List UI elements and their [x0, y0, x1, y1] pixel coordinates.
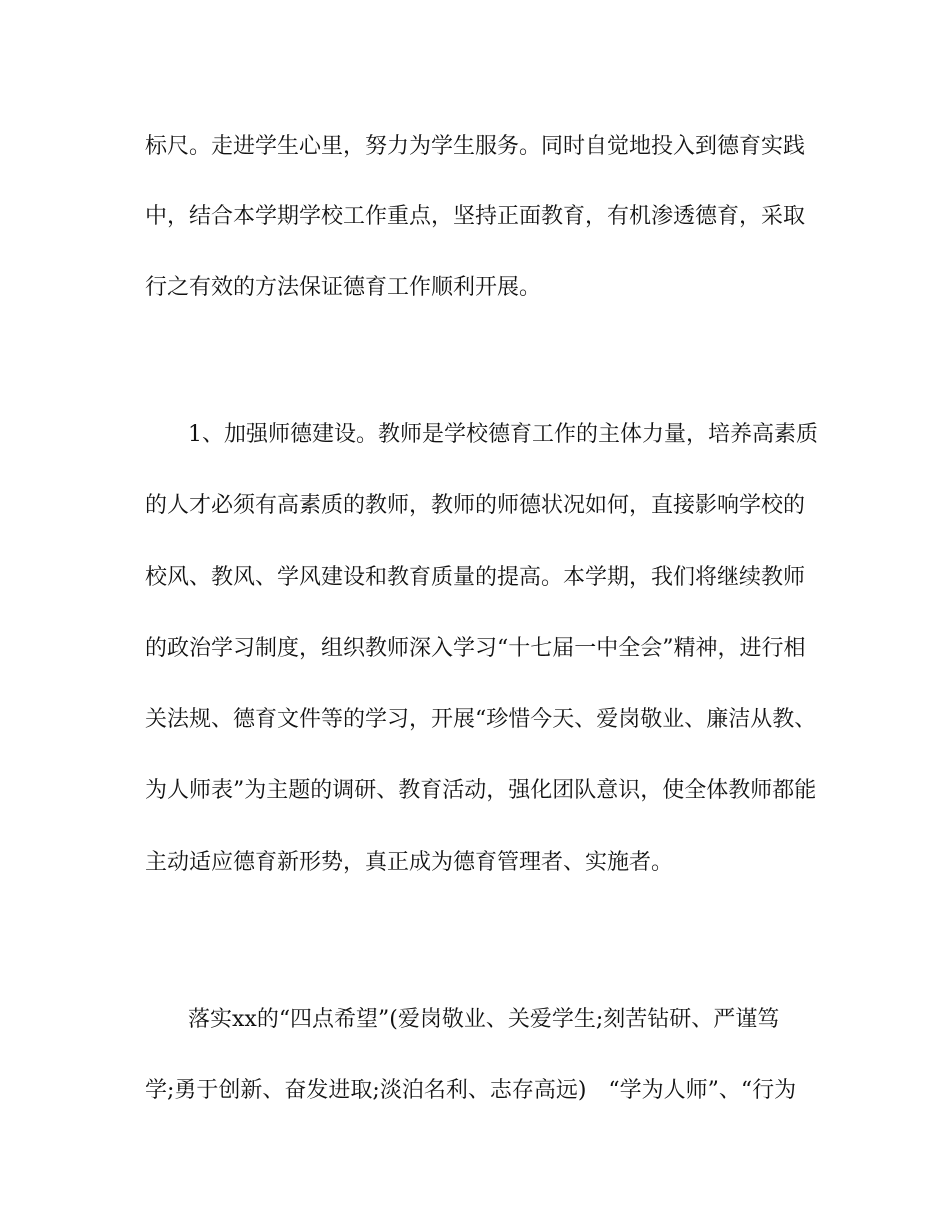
- paragraph-2-line-5: 关法规、德育文件等的学习，开展“珍惜今天、爱岗敬业、廉洁从教、: [145, 707, 817, 732]
- paragraph-2-line-3: 校风、教风、学风建设和教育质量的提高。本学期，我们将继续教师: [145, 565, 806, 590]
- paragraph-2-line-7: 主动适应德育新形势，真正成为德育管理者、实施者。: [145, 850, 674, 875]
- paragraph-1-line-2: 中，结合本学期学校工作重点，坚持正面教育，有机渗透德育，采取: [145, 204, 806, 229]
- paragraph-3-line-2: 学;勇于创新、奋发进取;淡泊名利、志存高远) “学为人师”、“行为: [145, 1078, 797, 1103]
- paragraph-1-line-3: 行之有效的方法保证德育工作顺利开展。: [145, 275, 542, 300]
- paragraph-2-line-6: 为人师表”为主题的调研、教育活动，强化团队意识，使全体教师都能: [145, 778, 817, 803]
- paragraph-1-line-1: 标尺。走进学生心里，努力为学生服务。同时自觉地投入到德育实践: [145, 134, 806, 159]
- paragraph-2-line-2: 的人才必须有高素质的教师，教师的师德状况如何，直接影响学校的: [145, 493, 806, 518]
- paragraph-2-line-4: 的政治学习制度，组织教师深入学习“十七届一中全会”精神，进行相: [145, 636, 806, 661]
- paragraph-2-line-1: 1、加强师德建设。教师是学校德育工作的主体力量，培养高素质: [188, 422, 818, 447]
- paragraph-3-line-1: 落实xx的“四点希望”(爱岗敬业、关爱学生;刻苦钻研、严谨笃: [188, 1007, 780, 1032]
